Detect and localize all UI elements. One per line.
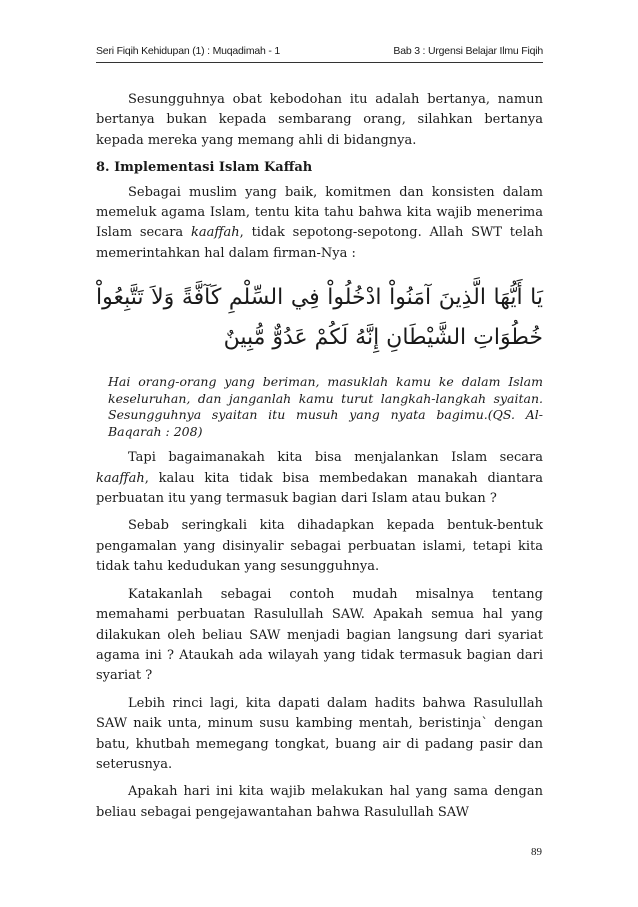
paragraph-3-emphasis: kaaffah — [96, 470, 145, 486]
paragraph-5: Katakanlah sebagai contoh mudah misalnya tentang memahami perbuatan Rasulullah SAW. Apakah semua hal yang dilakukan oleh beliau SAW menjadi bagian langsung dari syariat agama ini ? Ataukah ada wilayah yang tidak termasuk bagian dari syariat ? — [96, 586, 543, 684]
paragraph-2-text-b: , tidak sepotong-sepotong. Allah SWT telah memerintahkan hal dalam firman-Nya : — [96, 225, 543, 261]
header-chapter-title: Bab 3 : Urgensi Belajar Ilmu Fiqih — [393, 45, 543, 57]
verse-translation: Hai orang-orang yang beriman, masuklah kamu ke dalam Islam keseluruhan, dan janganlah kamu turut langkah-langkah syaitan. Sesungguhnya syaitan itu musuh yang nyata bagimu.(QS. Al-Baqarah : 208) — [108, 374, 543, 439]
page-body — [96, 90, 543, 830]
paragraph-2-emphasis: kaaffah — [190, 225, 240, 241]
page-number: 89 — [531, 846, 542, 858]
header-divider — [96, 62, 543, 63]
section-heading: 8. Implementasi Islam Kaffah — [96, 160, 313, 176]
header-book-title: Seri Fiqih Kehidupan (1) : Muqadimah - 1 — [96, 45, 281, 57]
paragraph-6: Lebih rinci lagi, kita dapati dalam hadits bahwa Rasulullah SAW naik unta, minum susu kambing mentah, beristinja` dengan batu, khutbah memegang tongkat, buang air di padang pasir dan seterusnya. — [96, 695, 543, 772]
paragraph-4: Sebab seringkali kita dihadapkan kepada bentuk-bentuk pengamalan yang disinyalir sebagai perbuatan islami, tetapi kita tidak tahu kedudukan yang sesungguhnya. — [96, 518, 543, 575]
arabic-verse: يَا أَيُّهَا الَّذِينَ آمَنُواْ ادْخُلُواْ فِي السِّلْمِ كَآفَّةً وَلاَ تَتَّبِعُواْ خُطُوَاتِ الشَّيْطَانِ إِنَّهُ لَكُمْ عَدُوٌّ مُّبِينٌ — [96, 285, 543, 351]
paragraph-3-text-a: Tapi bagaimanakah kita bisa menjalankan Islam secara — [128, 450, 543, 466]
paragraph-2-text-a: Sebagai muslim yang baik, komitmen dan konsisten dalam memeluk agama Islam, tentu kita tahu bahwa kita wajib menerima Islam secara — [96, 184, 543, 241]
paragraph-3 — [96, 448, 543, 509]
paragraph-1: Sesungguhnya obat kebodohan itu adalah bertanya, namun bertanya bukan kepada sembarang orang, silahkan bertanya kepada mereka yang memang ahli di bidangnya. — [96, 92, 543, 148]
paragraph-7: Apakah hari ini kita wajib melakukan hal yang sama dengan beliau sebagai pengejawantahan bahwa Rasulullah SAW — [96, 784, 543, 820]
paragraph-2 — [96, 183, 543, 265]
paragraph-3-text-b: , kalau kita tidak bisa membedakan manakah diantara perbuatan itu yang termasuk bagian dari Islam atau bukan ? — [96, 470, 543, 507]
page-header — [96, 45, 543, 61]
